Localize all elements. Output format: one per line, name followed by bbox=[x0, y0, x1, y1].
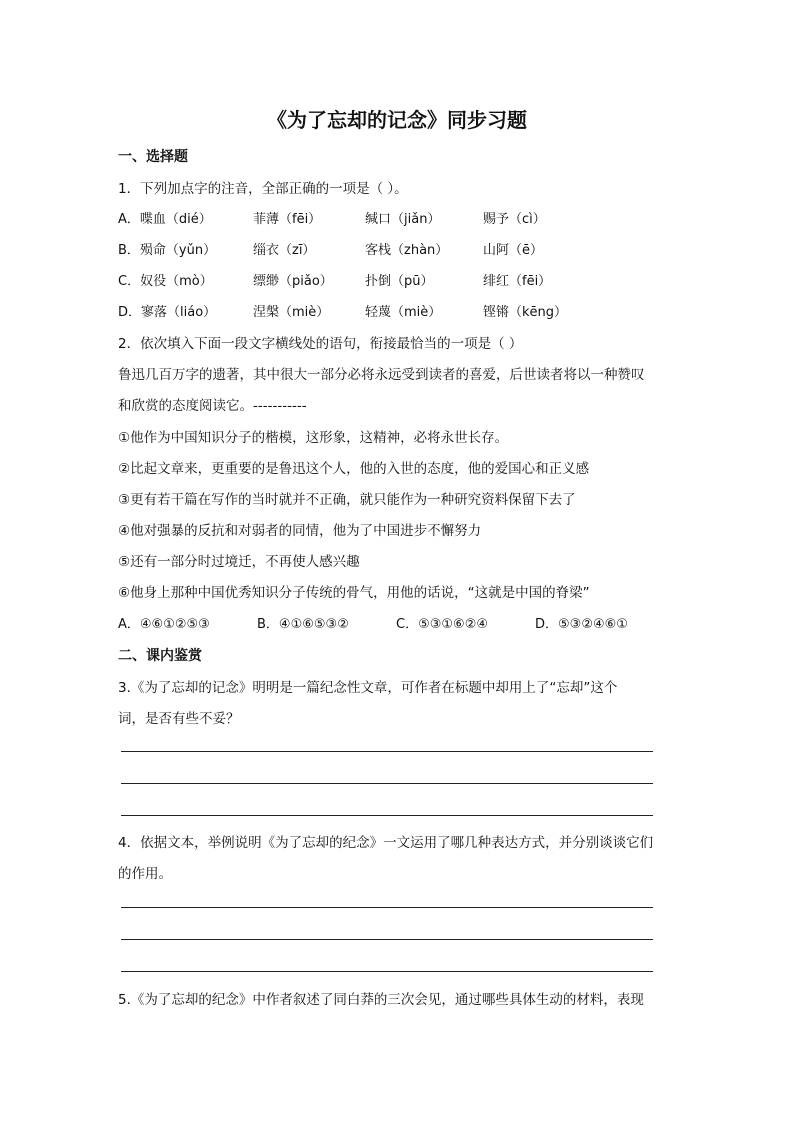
answer-line[interactable] bbox=[121, 907, 653, 908]
question-4-line-2: 的作用。 bbox=[118, 866, 172, 882]
q1-option-c-4: 绯红（fēi） bbox=[483, 274, 552, 289]
q1-option-b-3: 客栈（zhàn） bbox=[365, 243, 449, 258]
q1-option-d-3: 轻蔑（miè） bbox=[365, 305, 442, 320]
answer-line[interactable] bbox=[121, 783, 653, 784]
question-2-item: ④他对强暴的反抗和对弱者的同情，他为了中国进步不懈努力 bbox=[118, 523, 482, 539]
question-2-item: ⑥他身上那种中国优秀知识分子传统的骨气，用他的话说，“这就是中国的脊梁” bbox=[118, 585, 590, 601]
section-2-heading: 二、课内鉴赏 bbox=[118, 648, 202, 664]
q2-choice-d: D．⑤③②④⑥① bbox=[535, 617, 628, 632]
question-2-stem: 2．依次填入下面一段文字横线处的语句，衔接最恰当的一项是（ ） bbox=[118, 336, 523, 352]
q1-option-b-1: B．殒命（yǔn） bbox=[118, 243, 217, 258]
q1-option-a-4: 赐予（cì） bbox=[483, 212, 546, 227]
q1-option-a-2: 菲薄（fēi） bbox=[253, 212, 322, 227]
answer-line[interactable] bbox=[121, 751, 653, 752]
question-2-item: ③更有若干篇在写作的当时就并不正确，就只能作为一种研究资料保留下去了 bbox=[118, 492, 576, 508]
question-3-line-2: 词，是否有些不妥？ bbox=[118, 711, 240, 727]
question-2-passage-line-2: 和欣赏的态度阅读它。----------- bbox=[118, 398, 307, 414]
question-2-passage-line-1: 鲁迅几百万字的遗著，其中很大一部分必将永远受到读者的喜爱，后世读者将以一种赞叹 bbox=[118, 367, 645, 383]
q1-option-c-2: 缥缈（piǎo） bbox=[253, 274, 333, 289]
q2-choice-a: A．④⑥①②⑤③ bbox=[118, 617, 210, 632]
q1-option-c-3: 扑倒（pū） bbox=[365, 274, 434, 289]
q2-choice-b: B．④①⑥⑤③② bbox=[257, 617, 349, 632]
section-1-heading: 一、选择题 bbox=[118, 149, 188, 165]
question-2-item: ①他作为中国知识分子的楷模，这形象，这精神，必将永世长存。 bbox=[118, 430, 509, 446]
question-1-stem: 1．下列加点字的注音，全部正确的一项是（ ）。 bbox=[118, 181, 408, 197]
question-2-item: ②比起文章来，更重要的是鲁迅这个人，他的入世的态度，他的爱国心和正义感 bbox=[118, 461, 590, 477]
document-title: 《为了忘却的记念》同步习题 bbox=[267, 108, 527, 132]
q1-option-c-1: C．奴役（mò） bbox=[118, 274, 213, 289]
question-3-line-1: 3.《为了忘却的记念》明明是一篇纪念性文章，可作者在标题中却用上了“忘却”这个 bbox=[118, 680, 618, 696]
question-2-item: ⑤还有一部分时过境迁，不再使人感兴趣 bbox=[118, 554, 360, 570]
q1-option-d-1: D．寥落（liáo） bbox=[118, 305, 217, 320]
q1-option-d-4: 铿锵（kēng） bbox=[483, 305, 568, 320]
question-5-line-1: 5.《为了忘却的纪念》中作者叙述了同白莽的三次会见，通过哪些具体生动的材料，表现 bbox=[118, 992, 644, 1008]
q1-option-b-2: 缁衣（zī） bbox=[253, 243, 316, 258]
q1-option-a-1: A．喋血（dié） bbox=[118, 212, 212, 227]
q1-option-a-3: 缄口（jiǎn） bbox=[365, 212, 441, 227]
answer-line[interactable] bbox=[121, 971, 653, 972]
q2-choice-c: C．⑤③①⑥②④ bbox=[396, 617, 489, 632]
answer-line[interactable] bbox=[121, 939, 653, 940]
q1-option-b-4: 山阿（ē） bbox=[483, 243, 543, 258]
q1-option-d-2: 涅槃（miè） bbox=[253, 305, 330, 320]
answer-line[interactable] bbox=[121, 815, 653, 816]
question-4-line-1: 4．依据文本，举例说明《为了忘却的纪念》一文运用了哪几种表达方式，并分别谈谈它们 bbox=[118, 835, 654, 851]
